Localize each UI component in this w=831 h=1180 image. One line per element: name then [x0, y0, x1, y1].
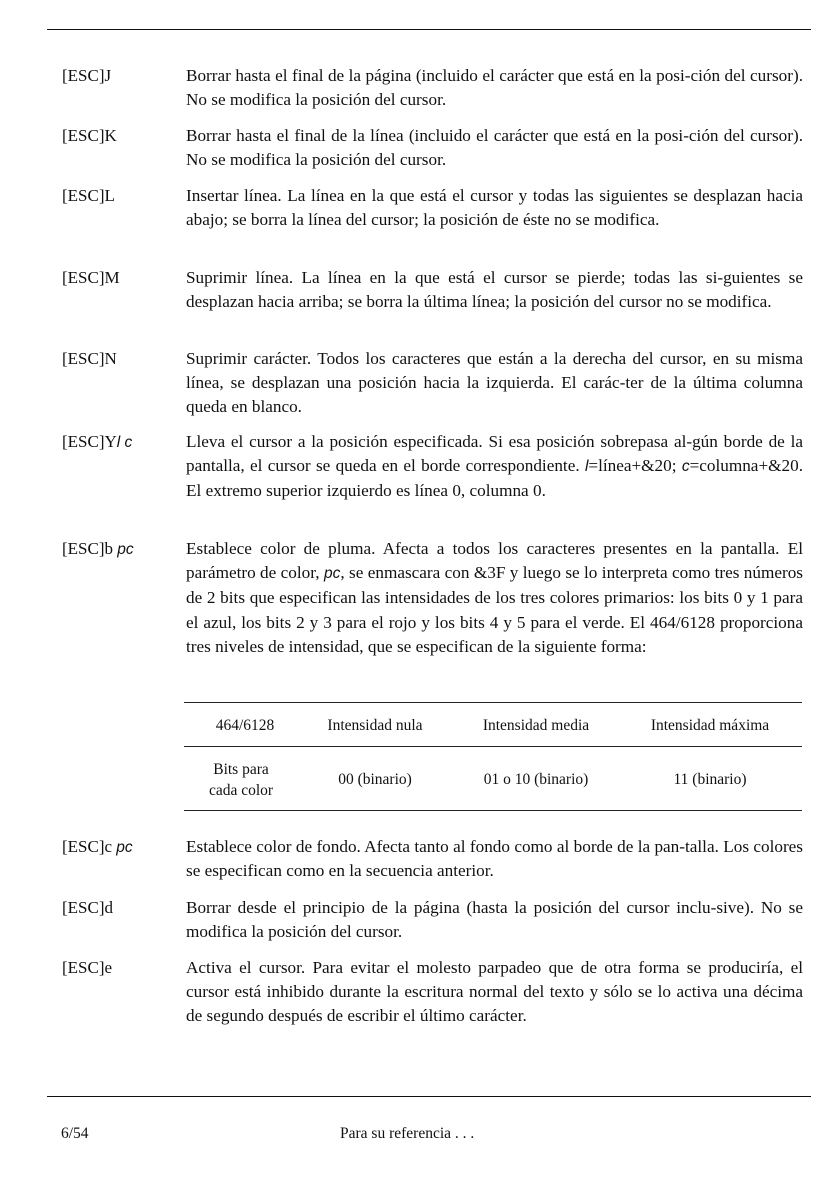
table-header: 464/6128 [215, 717, 275, 734]
escape-description: Suprimir carácter. Todos los caracteres que están a la derecha del cursor, en su misma línea, se desplazan una posición hacia la izquierda. El carác-ter de la última columna queda en blanco. [186, 349, 803, 417]
escape-code: [ESC]Yl c [62, 432, 133, 451]
table-header: Intensidad media [482, 717, 590, 734]
escape-description: Establece color de pluma. Afecta a todos los caracteres presentes en la pantalla. El parámetro de color, pc, se enmascara con &3F y luego se lo interpreta como tres números de 2 bits que especifican las intensidades de los tres colores primarios: los bits 0 y 1 para el azul, los bits 2 y 3 para el rojo y los bits 4 y 5 para el verde. El 464/6128 proporciona tres niveles de intensidad, que se especifican de la siguiente forma: [186, 539, 803, 656]
escape-description: Suprimir línea. La línea en la que está el cursor se pierde; todas las si-guientes se desplazan hacia arriba; se borra la última línea; la posición del cursor no se modifica. [186, 268, 803, 312]
bottom-rule [47, 1096, 811, 1097]
escape-code: [ESC]b pc [62, 539, 134, 558]
table-header: Intensidad nula [327, 717, 423, 734]
escape-description: Borrar desde el principio de la página (hasta la posición del cursor inclu-sive). No se modifica la posición del cursor. [186, 898, 803, 942]
table-header-rule [184, 746, 802, 747]
escape-description: Insertar línea. La línea en la que está el cursor y todas las siguientes se desplazan hacia abajo; se borra la línea del cursor; la posición de éste no se modifica. [186, 186, 803, 230]
table-header: Intensidad máxima [650, 717, 770, 734]
escape-code: [ESC]c pc [62, 837, 133, 856]
table-top-rule [184, 702, 802, 703]
escape-description: Lleva el cursor a la posición especificada. Si esa posición sobrepasa al-gún borde de la pantalla, el cursor se queda en el borde correspondiente. l=línea+&20; c=columna+&20. El extremo superior izquierdo es línea 0, columna 0. [186, 432, 803, 501]
escape-code: [ESC]J [62, 66, 112, 85]
table-cell: 11 (binario) [673, 771, 747, 788]
escape-code: [ESC]K [62, 126, 117, 145]
escape-description: Borrar hasta el final de la página (incluido el carácter que está en la posi-ción del cursor). No se modifica la posición del cursor. [186, 66, 803, 110]
escape-description: Borrar hasta el final de la línea (incluido el carácter que está en la posi-ción del cursor). No se modifica la posición del cursor. [186, 126, 803, 170]
code-parameter: pc [117, 541, 134, 558]
code-parameter: pc [116, 839, 133, 856]
table-cell: 01 o 10 (binario) [483, 771, 589, 788]
table-cell: 00 (binario) [338, 771, 412, 788]
top-rule [47, 29, 811, 30]
table-bottom-rule [184, 810, 802, 811]
escape-code: [ESC]d [62, 898, 113, 917]
running-title: Para su referencia . . . [340, 1125, 475, 1142]
escape-description: Establece color de fondo. Afecta tanto al fondo como al borde de la pan-talla. Los colores se especifican como en la secuencia anterior. [186, 837, 803, 881]
escape-code: [ESC]e [62, 958, 113, 977]
code-parameter: l c [116, 434, 133, 451]
escape-code: [ESC]M [62, 268, 120, 287]
table-row-label: Bits para cada color [208, 761, 274, 799]
page-number: 6/54 [61, 1125, 89, 1142]
escape-description: Activa el cursor. Para evitar el molesto parpadeo que de otra forma se produciría, el cursor está inhibido durante la escritura normal del texto y sólo se lo activa una décima de segundo después de escribir el último carácter. [186, 958, 803, 1026]
escape-code: [ESC]N [62, 349, 117, 368]
escape-code: [ESC]L [62, 186, 115, 205]
